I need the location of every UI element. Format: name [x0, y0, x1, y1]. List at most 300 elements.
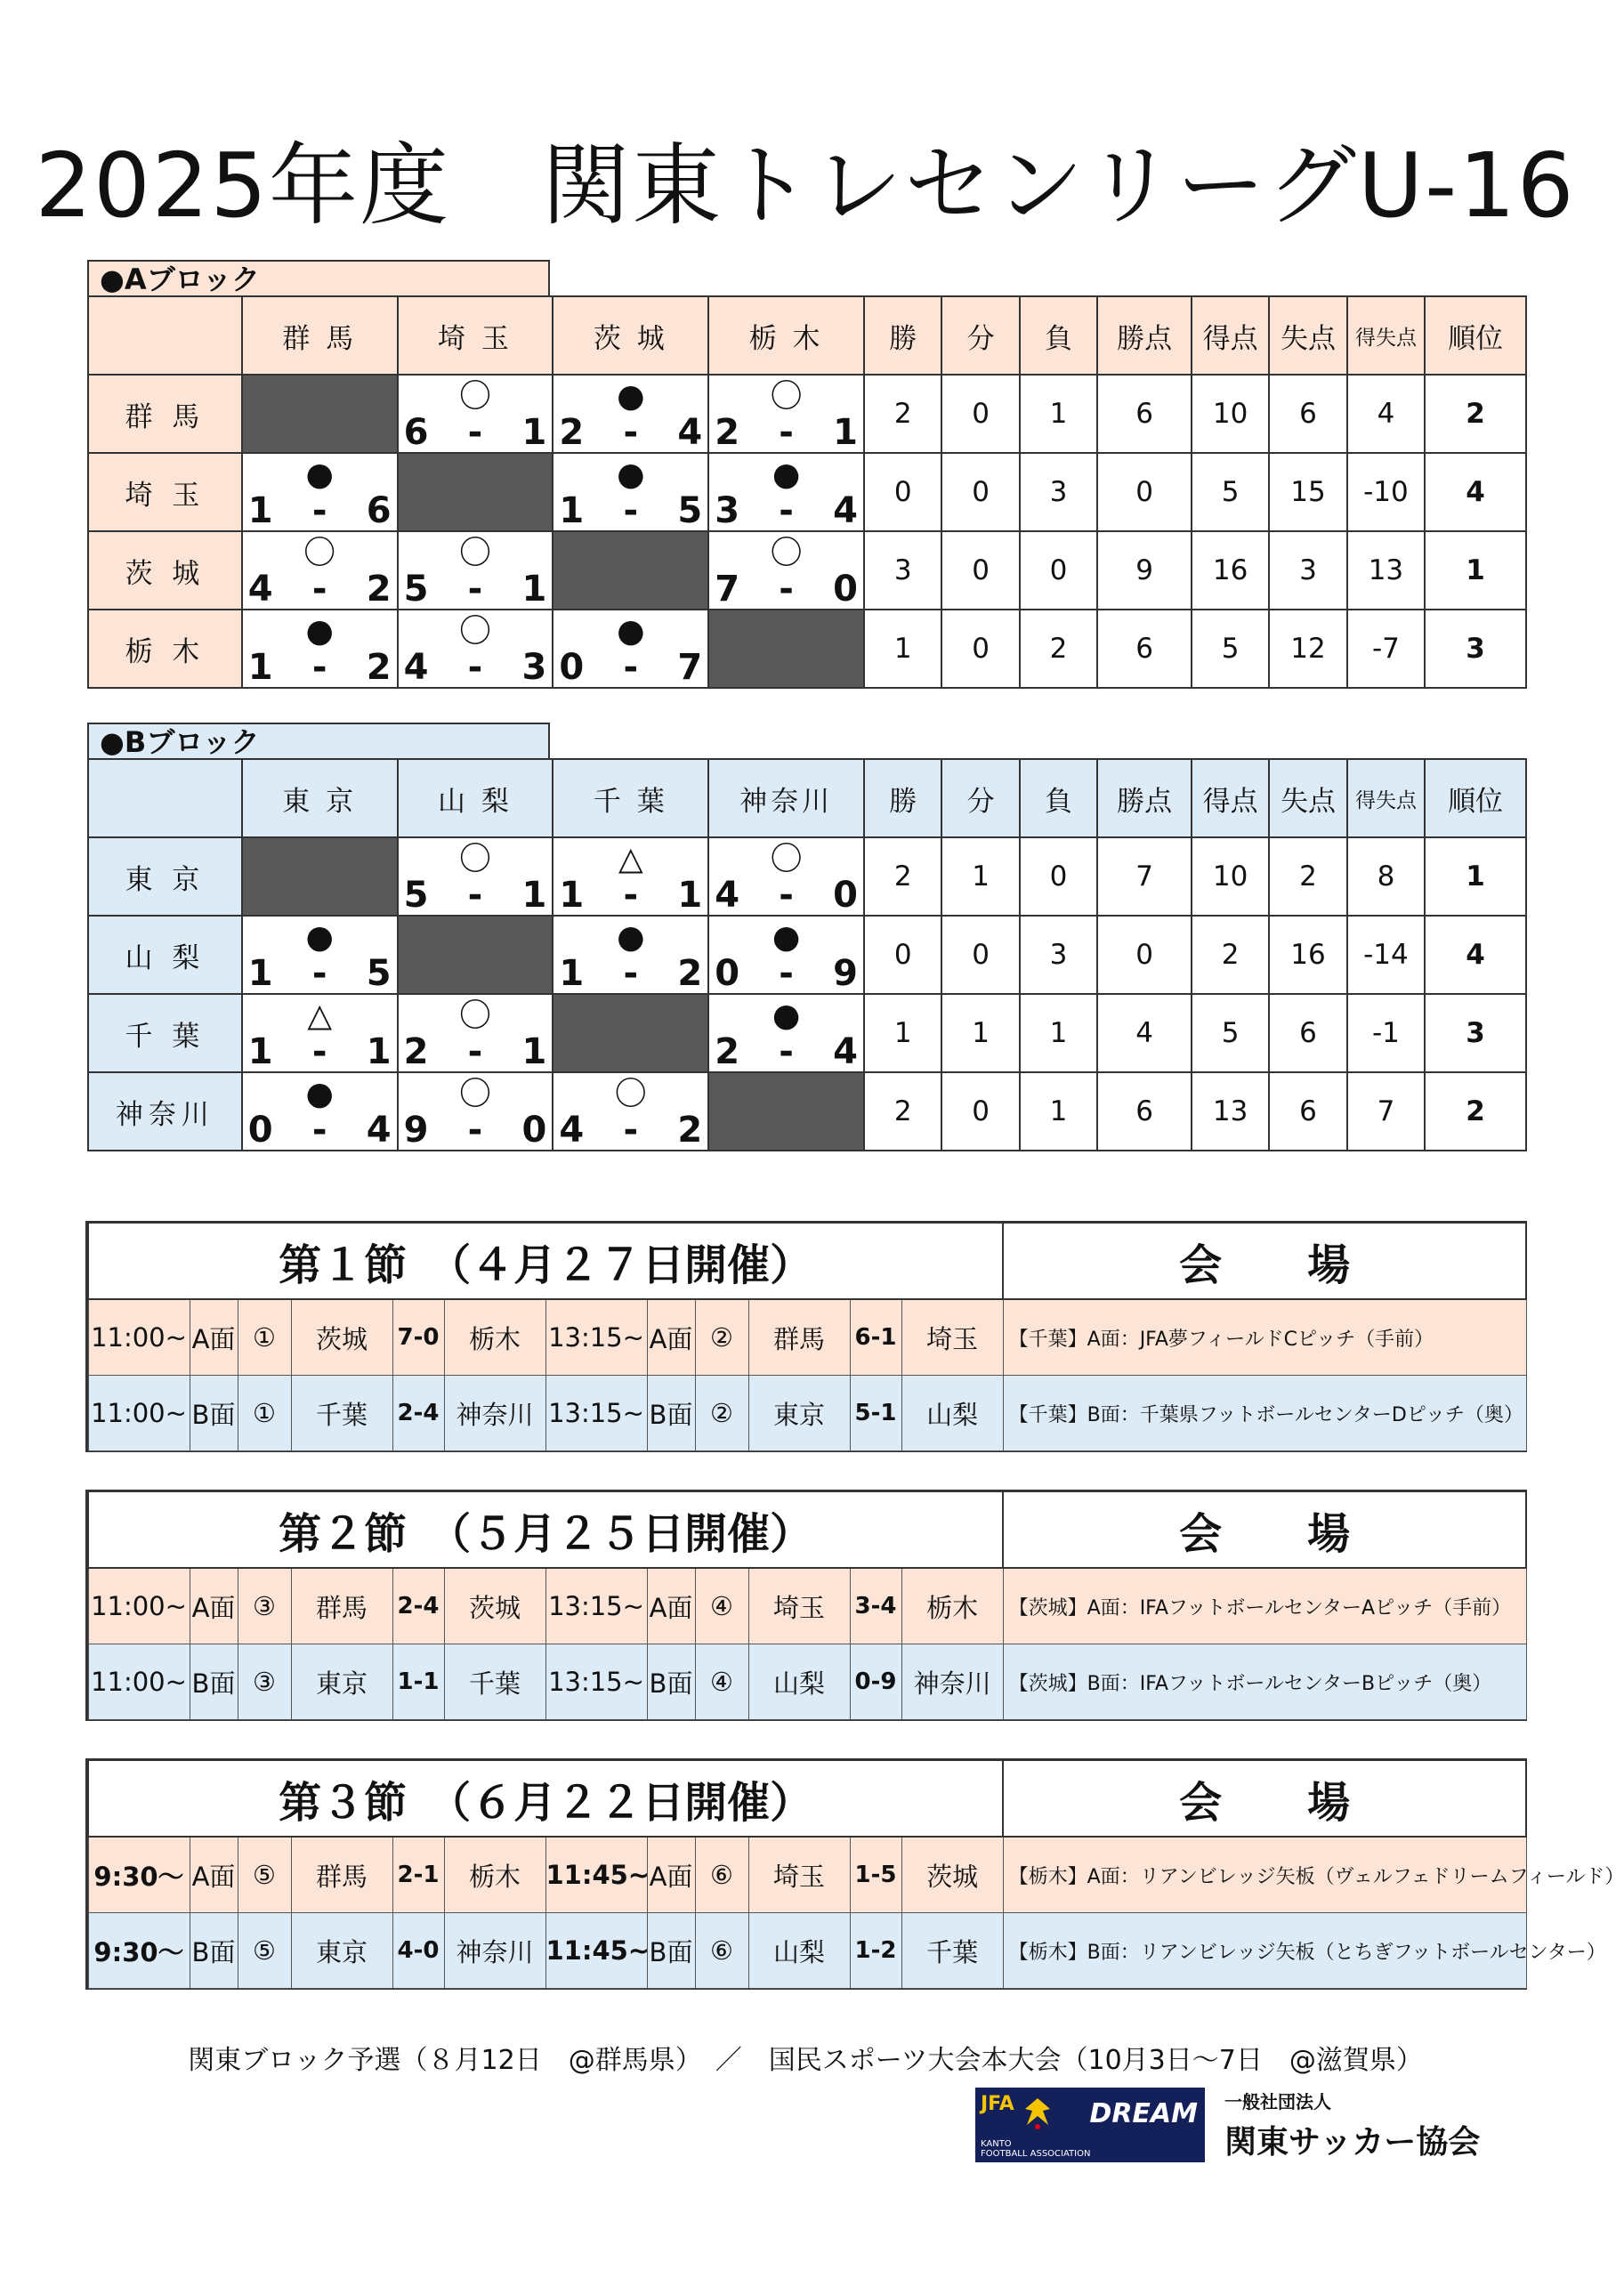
match-result [399, 995, 553, 1071]
match-number: ① [238, 1376, 291, 1451]
match-score [709, 876, 863, 915]
score-part: 4 [247, 569, 273, 610]
round-1-table [87, 1222, 1527, 1451]
score-part: 1 [521, 569, 547, 610]
stat-value: 0 [864, 453, 941, 531]
match-score [709, 1032, 863, 1071]
match-score [399, 876, 553, 915]
match-score [553, 876, 707, 915]
score-part: 1 [247, 1031, 273, 1072]
score-part: 3 [715, 490, 740, 531]
rank-value: 2 [1425, 1072, 1526, 1151]
score-part: - [779, 569, 794, 610]
match-score [243, 491, 397, 530]
stat-value: 2 [1020, 610, 1097, 688]
kickoff-time: 9:30～ [88, 1837, 190, 1913]
match-result-cell [398, 837, 553, 916]
score-part: 1 [366, 1031, 392, 1072]
match-score [243, 648, 397, 687]
match-result [553, 917, 707, 993]
match-row [88, 1376, 1526, 1451]
stat-header: 負 [1020, 296, 1097, 375]
stat-value: 0 [1020, 837, 1097, 916]
stat-header: 順位 [1425, 759, 1526, 837]
stat-value: 0 [941, 531, 1019, 610]
away-team: 埼玉 [901, 1299, 1003, 1376]
field: B面 [190, 1913, 238, 1989]
result-mark: 〇 [770, 535, 803, 571]
score-part: 6 [403, 412, 429, 453]
away-team: 千葉 [901, 1913, 1003, 1989]
score-part: 4 [403, 647, 429, 688]
home-team: 山梨 [748, 1913, 850, 1989]
match-result [399, 838, 553, 915]
stat-value: 6 [1269, 375, 1346, 453]
stat-value: 0 [941, 453, 1019, 531]
score-part: 2 [403, 1031, 429, 1072]
team-header: 茨 城 [553, 296, 708, 375]
result-mark: ● [617, 919, 645, 956]
stat-value: 2 [864, 837, 941, 916]
footer-note: 関東ブロック予選（８月12日 @群馬県） ／ 国民スポーツ大会本大会（10月3日～7日 @滋賀県） [188, 2045, 1423, 2076]
match-result-cell [242, 1072, 398, 1151]
stat-value: 3 [1269, 531, 1346, 610]
home-team: 埼玉 [748, 1568, 850, 1644]
rank-value: 1 [1425, 531, 1526, 610]
match-score [709, 954, 863, 993]
team-row [88, 375, 1526, 453]
round-header-row [88, 1223, 1526, 1299]
result-mark: ● [305, 919, 334, 956]
result-mark: 〇 [458, 998, 491, 1034]
kickoff-time: 11:45~ [545, 1837, 647, 1913]
away-team: 栃木 [901, 1568, 1003, 1644]
match-score [399, 1032, 553, 1071]
score-part: - [623, 875, 639, 916]
stat-value: 12 [1269, 610, 1346, 688]
stat-value: 16 [1192, 531, 1269, 610]
match-result [553, 1073, 707, 1150]
match-result [399, 376, 553, 452]
stat-header: 得点 [1192, 296, 1269, 375]
stat-header: 勝点 [1097, 759, 1192, 837]
org-type: 一般社団法人 [1224, 2091, 1331, 2112]
match-result-cell [553, 375, 708, 453]
kickoff-time: 11:00~ [88, 1299, 190, 1376]
match-number: ⑥ [695, 1837, 748, 1913]
result-mark: ● [305, 1076, 334, 1112]
match-result-cell [708, 375, 864, 453]
stat-value: 7 [1347, 1072, 1425, 1151]
row-team-name: 山 梨 [88, 916, 242, 994]
match-result [243, 454, 397, 530]
score-part: 4 [715, 875, 740, 916]
score-part: 3 [521, 647, 547, 688]
match-score [243, 1032, 397, 1071]
venue-text: 【茨城】B面：IFAフットボールセンターBピッチ（奥） [1003, 1644, 1526, 1720]
score-part: - [311, 953, 327, 994]
away-team: 神奈川 [901, 1644, 1003, 1720]
score-part: - [467, 875, 483, 916]
score-part: 2 [366, 647, 392, 688]
field: A面 [647, 1299, 695, 1376]
match-result [709, 917, 863, 993]
score-part: - [779, 412, 794, 453]
score-part: 2 [715, 412, 740, 453]
score-part: 0 [715, 953, 740, 994]
match-result-cell [242, 994, 398, 1072]
match-score: 1-5 [850, 1837, 901, 1913]
score-part: 2 [559, 412, 585, 453]
stat-value: 1 [1020, 375, 1097, 453]
venue-header: 会 場 [1003, 1223, 1526, 1299]
score-part: 1 [677, 875, 703, 916]
team-header: 山 梨 [398, 759, 553, 837]
home-team: 東京 [291, 1913, 392, 1989]
stat-value: 2 [864, 375, 941, 453]
stat-value: 1 [941, 994, 1019, 1072]
away-team: 茨城 [901, 1837, 1003, 1913]
match-score [709, 570, 863, 609]
stat-value: 2 [1269, 837, 1346, 916]
round-2-table [87, 1490, 1527, 1720]
away-team: 神奈川 [444, 1376, 545, 1451]
field: B面 [647, 1644, 695, 1720]
match-result-cell [242, 916, 398, 994]
match-score [553, 954, 707, 993]
match-score: 4-0 [392, 1913, 444, 1989]
match-number: ⑤ [238, 1913, 291, 1989]
venue-text: 【栃木】B面：リアンビレッジ矢板（とちぎフットボールセンター） [1003, 1913, 1526, 1989]
stat-value: 2 [864, 1072, 941, 1151]
team-row [88, 994, 1526, 1072]
rank-value: 4 [1425, 453, 1526, 531]
stat-header: 分 [941, 759, 1019, 837]
stat-value: -10 [1347, 453, 1425, 531]
away-team: 千葉 [444, 1644, 545, 1720]
match-score: 2-4 [392, 1568, 444, 1644]
result-mark: ● [772, 456, 801, 493]
stat-header: 得失点 [1347, 759, 1425, 837]
match-score: 5-1 [850, 1376, 901, 1451]
row-team-name: 群 馬 [88, 375, 242, 453]
stat-value: 10 [1192, 837, 1269, 916]
row-team-name: 千 葉 [88, 994, 242, 1072]
score-part: 7 [715, 569, 740, 610]
kickoff-time: 13:15~ [545, 1299, 647, 1376]
kickoff-time: 13:15~ [545, 1644, 647, 1720]
score-part: 9 [403, 1110, 429, 1151]
self-match-cell [398, 453, 553, 531]
match-result-cell [398, 531, 553, 610]
stat-value: 3 [1020, 916, 1097, 994]
score-part: 1 [521, 412, 547, 453]
stat-value: 0 [864, 916, 941, 994]
match-result-cell [398, 1072, 553, 1151]
team-header: 東 京 [242, 759, 398, 837]
home-team: 東京 [748, 1376, 850, 1451]
match-result [399, 610, 553, 687]
header-row [88, 296, 1526, 375]
kickoff-time: 11:00~ [88, 1644, 190, 1720]
away-team: 栃木 [444, 1837, 545, 1913]
stat-value: 0 [1097, 453, 1192, 531]
score-part: - [779, 953, 794, 994]
match-number: ③ [238, 1568, 291, 1644]
team-header: 神奈川 [708, 759, 864, 837]
score-part: 1 [833, 412, 858, 453]
score-part: 4 [559, 1110, 585, 1151]
match-row [88, 1913, 1526, 1989]
round-title: 第１節 （４月２７日開催） [88, 1223, 1003, 1299]
match-result-cell [398, 375, 553, 453]
match-score: 2-1 [392, 1837, 444, 1913]
match-score [553, 1111, 707, 1150]
self-match-cell [242, 375, 398, 453]
corner-cell [88, 759, 242, 837]
away-team: 栃木 [444, 1299, 545, 1376]
team-row [88, 916, 1526, 994]
match-score [399, 1111, 553, 1150]
match-number: ② [695, 1299, 748, 1376]
stat-value: 6 [1269, 994, 1346, 1072]
result-mark: 〇 [303, 535, 336, 571]
match-result-cell [398, 994, 553, 1072]
match-result-cell [553, 453, 708, 531]
kickoff-time: 13:15~ [545, 1376, 647, 1451]
home-team: 東京 [291, 1644, 392, 1720]
field: B面 [647, 1376, 695, 1451]
match-result-cell [398, 610, 553, 688]
result-mark: 〇 [458, 613, 491, 650]
score-part: - [623, 953, 639, 994]
match-score [399, 570, 553, 609]
score-part: - [623, 490, 639, 531]
match-result [243, 995, 397, 1071]
page-title: 2025年度 関東トレセンリーグU-16 [35, 133, 1576, 238]
match-result [709, 838, 863, 915]
result-mark: ● [617, 613, 645, 650]
match-result [399, 532, 553, 609]
score-part: - [779, 490, 794, 531]
self-match-cell [708, 1072, 864, 1151]
match-result [553, 376, 707, 452]
stat-header: 失点 [1269, 296, 1346, 375]
stat-value: 1 [1020, 1072, 1097, 1151]
score-part: 2 [677, 1110, 703, 1151]
kickoff-time: 11:00~ [88, 1568, 190, 1644]
stat-value: 8 [1347, 837, 1425, 916]
score-part: 2 [715, 1031, 740, 1072]
away-team: 山梨 [901, 1376, 1003, 1451]
block-a-label: ●Aブロック [87, 260, 550, 295]
stat-value: 13 [1347, 531, 1425, 610]
result-mark: 〇 [458, 378, 491, 415]
stat-value: 4 [1347, 375, 1425, 453]
row-team-name: 神奈川 [88, 1072, 242, 1151]
stat-value: 1 [864, 994, 941, 1072]
match-score [553, 413, 707, 452]
score-part: - [467, 412, 483, 453]
match-result-cell [553, 916, 708, 994]
self-match-cell [553, 994, 708, 1072]
score-part: 2 [677, 953, 703, 994]
match-result [243, 532, 397, 609]
home-team: 群馬 [748, 1299, 850, 1376]
row-team-name: 東 京 [88, 837, 242, 916]
result-mark: 〇 [458, 841, 491, 877]
team-header: 千 葉 [553, 759, 708, 837]
score-part: 4 [833, 1031, 858, 1072]
round-header-row [88, 1491, 1526, 1568]
home-team: 茨城 [291, 1299, 392, 1376]
round-header-row [88, 1760, 1526, 1837]
score-part: - [311, 1110, 327, 1151]
match-result-cell [553, 610, 708, 688]
match-result-cell [553, 837, 708, 916]
stat-header: 順位 [1425, 296, 1526, 375]
match-score [709, 413, 863, 452]
score-part: 4 [366, 1110, 392, 1151]
field: A面 [190, 1837, 238, 1913]
stat-header: 失点 [1269, 759, 1346, 837]
venue-text: 【茨城】A面：IFAフットボールセンターAピッチ（手前） [1003, 1568, 1526, 1644]
team-row [88, 531, 1526, 610]
match-score: 7-0 [392, 1299, 444, 1376]
stat-value: 2 [1192, 916, 1269, 994]
stat-value: 0 [941, 375, 1019, 453]
jfa-logo-text: JFA [981, 2093, 1014, 2115]
away-team: 茨城 [444, 1568, 545, 1644]
header-row [88, 759, 1526, 837]
kickoff-time: 11:00~ [88, 1376, 190, 1451]
match-score: 1-1 [392, 1644, 444, 1720]
corner-cell [88, 296, 242, 375]
kickoff-time: 9:30～ [88, 1913, 190, 1989]
organization [1224, 2088, 1480, 2162]
score-part: - [467, 647, 483, 688]
result-mark: ● [305, 613, 334, 650]
match-score [399, 648, 553, 687]
score-part: - [467, 1031, 483, 1072]
home-team: 群馬 [291, 1837, 392, 1913]
score-part: - [311, 1031, 327, 1072]
match-row [88, 1568, 1526, 1644]
stat-header: 勝 [864, 296, 941, 375]
stat-value: 9 [1097, 531, 1192, 610]
team-header: 埼 玉 [398, 296, 553, 375]
self-match-cell [242, 837, 398, 916]
team-row [88, 837, 1526, 916]
field: A面 [647, 1837, 695, 1913]
match-row [88, 1837, 1526, 1913]
score-part: 1 [247, 490, 273, 531]
match-number: ④ [695, 1644, 748, 1720]
stat-value: 6 [1269, 1072, 1346, 1151]
stat-header: 分 [941, 296, 1019, 375]
field: A面 [190, 1299, 238, 1376]
score-part: 6 [366, 490, 392, 531]
stat-value: 13 [1192, 1072, 1269, 1151]
stat-header: 勝点 [1097, 296, 1192, 375]
match-result [243, 610, 397, 687]
score-part: 1 [559, 875, 585, 916]
match-number: ③ [238, 1644, 291, 1720]
stat-value: 6 [1097, 610, 1192, 688]
venue-header: 会 場 [1003, 1491, 1526, 1568]
block-b-label: ●Bブロック [87, 723, 550, 758]
score-part: 4 [833, 490, 858, 531]
match-number: ⑥ [695, 1913, 748, 1989]
away-team: 神奈川 [444, 1913, 545, 1989]
score-part: 0 [247, 1110, 273, 1151]
match-row [88, 1644, 1526, 1720]
match-number: ② [695, 1376, 748, 1451]
self-match-cell [553, 531, 708, 610]
match-score [243, 954, 397, 993]
round-title: 第３節 （６月２２日開催） [88, 1760, 1003, 1837]
result-mark: ● [617, 456, 645, 493]
stat-value: 0 [1097, 916, 1192, 994]
stat-value: 7 [1097, 837, 1192, 916]
match-result [709, 454, 863, 530]
team-row [88, 453, 1526, 531]
stat-value: -1 [1347, 994, 1425, 1072]
rank-value: 4 [1425, 916, 1526, 994]
kanto-logo-text: KANTO FOOTBALL ASSOCIATION [981, 2139, 1091, 2159]
block-a-table [87, 295, 1527, 689]
result-mark: ● [772, 998, 801, 1034]
result-mark: 〇 [458, 1076, 491, 1112]
dream-logo-text: DREAM [1089, 2098, 1198, 2129]
score-part: - [623, 1110, 639, 1151]
match-result-cell [708, 837, 864, 916]
result-mark: 〇 [770, 841, 803, 877]
org-name: 関東サッカー協会 [1224, 2124, 1481, 2161]
self-match-cell [398, 916, 553, 994]
score-part: - [779, 1031, 794, 1072]
match-result [709, 532, 863, 609]
kickoff-time: 13:15~ [545, 1568, 647, 1644]
result-mark: 〇 [614, 1076, 647, 1112]
score-part: 5 [403, 569, 429, 610]
match-score: 3-4 [850, 1568, 901, 1644]
team-header: 群 馬 [242, 296, 398, 375]
stat-header: 得点 [1192, 759, 1269, 837]
row-team-name: 茨 城 [88, 531, 242, 610]
result-mark: ● [772, 919, 801, 956]
stat-value: 15 [1269, 453, 1346, 531]
score-part: - [467, 1110, 483, 1151]
score-part: - [467, 569, 483, 610]
home-team: 千葉 [291, 1376, 392, 1451]
score-part: 1 [559, 490, 585, 531]
score-part: - [311, 490, 327, 531]
match-row [88, 1299, 1526, 1376]
venue-text: 【千葉】B面：千葉県フットボールセンターDピッチ（奥） [1003, 1376, 1526, 1451]
match-result [709, 995, 863, 1071]
stat-value: 5 [1192, 994, 1269, 1072]
result-mark: △ [307, 998, 333, 1034]
score-part: 1 [521, 875, 547, 916]
score-part: 1 [247, 953, 273, 994]
match-score [553, 491, 707, 530]
score-part: 9 [833, 953, 858, 994]
stat-value: -14 [1347, 916, 1425, 994]
match-result-cell [242, 531, 398, 610]
score-part: - [311, 569, 327, 610]
row-team-name: 埼 玉 [88, 453, 242, 531]
